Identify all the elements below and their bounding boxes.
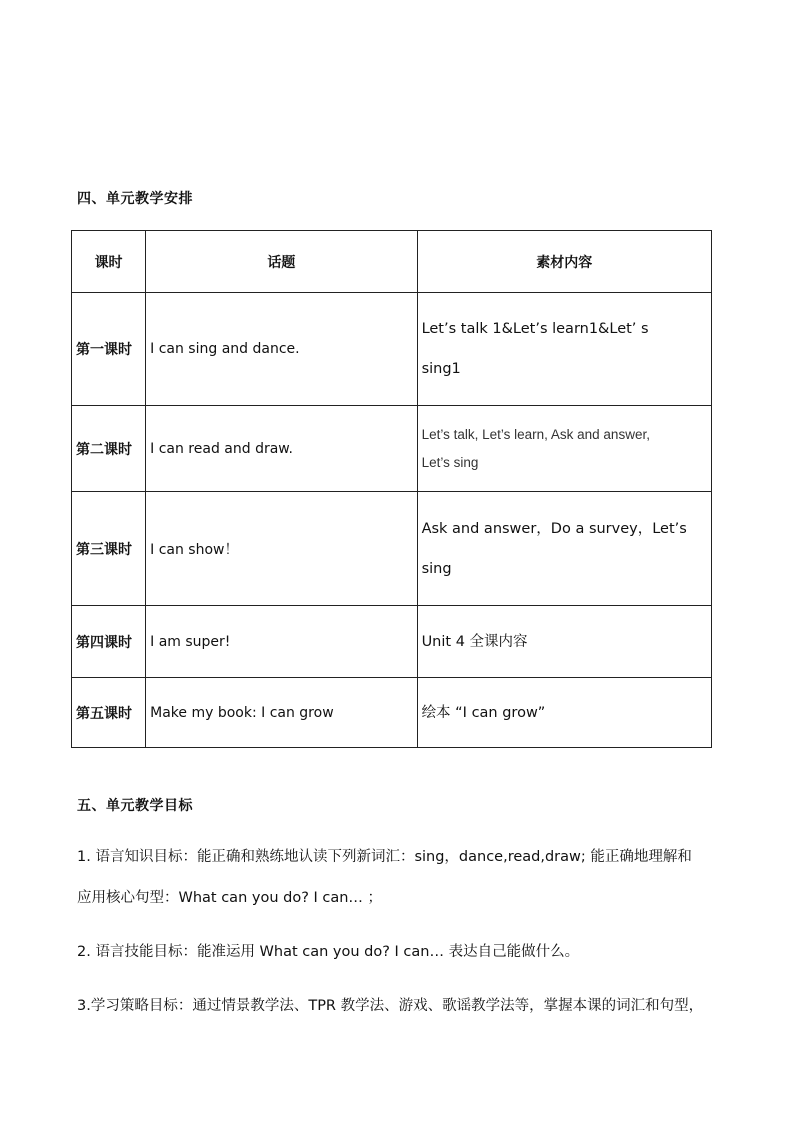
materials-line: Unit 4 全课内容 [421, 633, 528, 650]
table-row [72, 293, 712, 406]
materials-line: Let’s talk 1&Let’s learn1&Let’ s [421, 321, 649, 337]
materials-line: Ask and answer，Do a survey，Let’s [421, 520, 687, 537]
table-row [72, 678, 712, 748]
objective-line: 3.学习策略目标：通过情景教学法、TPR 教学法、游戏、歌谣教学法等，掌握本课的词汇和句型， [77, 998, 704, 1014]
section4-heading: 四、单元教学安排 [77, 191, 193, 207]
lesson-cell: 第一课时 [72, 293, 146, 406]
section5-heading: 五、单元教学目标 [77, 798, 193, 814]
column-header-lesson: 课时 [72, 231, 146, 293]
topic-cell: I can sing and dance. [146, 293, 417, 406]
lesson-cell: 第三课时 [72, 492, 146, 606]
table-row [72, 492, 712, 606]
materials-line: 绘本 “I can grow” [421, 704, 546, 721]
table-header-row [72, 231, 712, 293]
objective-line: 2. 语言技能目标：能准运用 What can you do? I can… 表达自己能做什么。 [77, 944, 580, 960]
topic-cell: I am super! [146, 606, 417, 678]
materials-cell [417, 293, 711, 406]
lesson-cell: 第五课时 [72, 678, 146, 748]
materials-cell [417, 678, 711, 748]
table-row [72, 406, 712, 492]
objective-line: 1. 语言知识目标：能正确和熟练地认读下列新词汇：sing，dance,read,draw; 能正确地理解和 [77, 849, 692, 865]
objective-line: 应用核心句型：What can you do? I can… ； [77, 890, 383, 906]
materials-cell [417, 606, 711, 678]
lesson-schedule-table [71, 230, 712, 748]
materials-line: Let’s sing [421, 454, 479, 470]
column-header-materials: 素材内容 [417, 231, 711, 293]
topic-cell: I can show！ [146, 492, 417, 606]
materials-line: sing1 [421, 361, 461, 377]
column-header-topic: 话题 [146, 231, 417, 293]
lesson-cell: 第二课时 [72, 406, 146, 492]
topic-cell: Make my book: I can grow [146, 678, 417, 748]
materials-cell [417, 406, 711, 492]
topic-cell: I can read and draw. [146, 406, 417, 492]
materials-line: Let’s talk, Let’s learn, Ask and answer, [421, 426, 650, 442]
materials-cell [417, 492, 711, 606]
table-row [72, 606, 712, 678]
materials-line: sing [421, 560, 452, 577]
lesson-cell: 第四课时 [72, 606, 146, 678]
